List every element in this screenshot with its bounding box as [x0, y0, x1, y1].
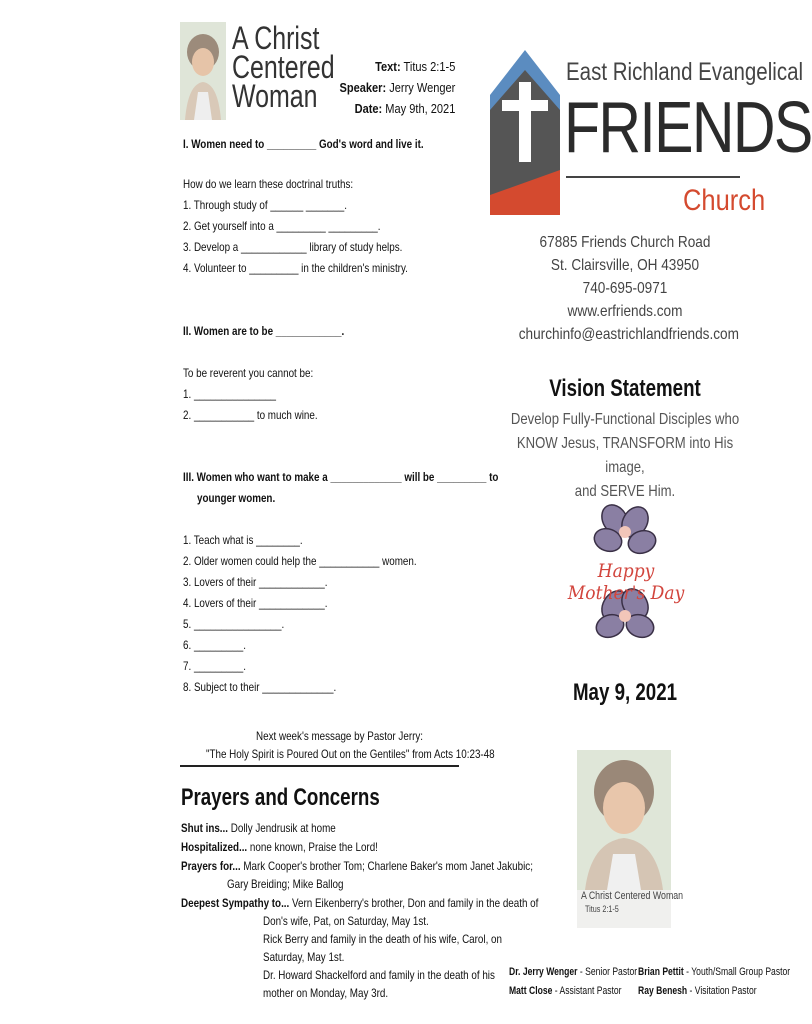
- section-3-heading: III. Women who want to make a _____________ will be _________ to: [183, 470, 499, 484]
- pastor-entry: [638, 981, 757, 1001]
- church-phone: 740-695-0971: [582, 280, 668, 297]
- church-name-church: Church: [683, 184, 766, 217]
- pastor-name: Matt Close: [509, 985, 553, 997]
- divider: [180, 765, 459, 767]
- sympathy-cont: mother on Monday, May 3rd.: [263, 986, 389, 1000]
- list-item: 1. _______________: [183, 387, 277, 401]
- sympathy-cont: Rick Berry and family in the death of his wife, Carol, on: [263, 932, 503, 946]
- shut-ins-line: [181, 818, 336, 839]
- cover-photo: [577, 750, 684, 928]
- list-item: 2. Get yourself into a _________ _________.: [183, 219, 381, 233]
- date-value: May 9th, 2021: [384, 101, 455, 116]
- church-city: St. Clairsville, OH 43950: [550, 257, 700, 274]
- woman-portrait-icon: [180, 22, 226, 120]
- church-logo-icon: [490, 50, 560, 220]
- vision-heading: Vision Statement: [549, 375, 701, 402]
- list-item: 7. _________.: [183, 659, 246, 673]
- section-2-intro: To be reverent you cannot be:: [183, 366, 314, 380]
- section-1-heading: I. Women need to _________ God's word and live it.: [183, 137, 424, 151]
- vision-text: [506, 408, 744, 504]
- pastor-role: - Assistant Pastor: [552, 985, 622, 997]
- church-email[interactable]: churchinfo@eastrichlandfriends.com: [518, 326, 739, 343]
- sympathy-label: Deepest Sympathy to...: [181, 896, 290, 910]
- sympathy-cont: Saturday, May 1st.: [263, 950, 345, 964]
- prayers-for-label: Prayers for...: [181, 859, 241, 873]
- pastor-entry: [509, 981, 622, 1001]
- prayers-for-cont: Gary Breiding; Mike Ballog: [227, 877, 344, 891]
- hospitalized-text: none known, Praise the Lord!: [247, 840, 378, 854]
- pastor-entry: [638, 962, 790, 982]
- prayers-heading: Prayers and Concerns: [181, 784, 380, 811]
- woman-portrait-icon: [577, 750, 671, 890]
- pastor-role: - Senior Pastor: [577, 966, 638, 978]
- section-3-heading-cont: younger women.: [197, 491, 276, 505]
- pastor-name: Brian Pettit: [638, 966, 684, 978]
- sermon-title: A Christ Centered Woman: [232, 20, 335, 114]
- next-week-line-1: Next week's message by Pastor Jerry:: [256, 729, 424, 743]
- pastor-role: - Visitation Pastor: [687, 985, 757, 997]
- vision-line: Develop Fully-Functional Disciples who: [510, 411, 740, 428]
- speaker-label: Speaker:: [339, 80, 386, 95]
- date-label: Date:: [354, 101, 382, 116]
- church-name-friends: FRIENDS: [564, 88, 812, 168]
- hospitalized-label: Hospitalized...: [181, 840, 248, 854]
- shut-ins-text: Dolly Jendrusik at home: [228, 821, 336, 835]
- vision-line: KNOW Jesus, TRANSFORM into His image,: [516, 435, 734, 476]
- pastor-name: Ray Benesh: [638, 985, 688, 997]
- list-item: 3. Lovers of their ____________.: [183, 575, 328, 589]
- speaker-value: Jerry Wenger: [388, 80, 455, 95]
- prayers-for-text: Mark Cooper's brother Tom; Charlene Baker's mom Janet Jakubic;: [240, 859, 533, 873]
- sermon-meta: [339, 56, 455, 119]
- list-item: 1. Through study of ______ _______.: [183, 198, 347, 212]
- church-address: 67885 Friends Church Road: [539, 234, 711, 251]
- list-item: 4. Volunteer to _________ in the children's ministry.: [183, 261, 408, 275]
- list-item: 2. Older women could help the ___________ women.: [183, 554, 417, 568]
- list-item: 2. ___________ to much wine.: [183, 408, 318, 422]
- sermon-photo: [180, 22, 226, 120]
- list-item: 5. ________________.: [183, 617, 285, 631]
- pastor-name: Dr. Jerry Wenger: [509, 966, 578, 978]
- section-2-heading: II. Women are to be ____________.: [183, 324, 345, 338]
- church-website[interactable]: www.erfriends.com: [567, 303, 683, 320]
- text-value: Titus 2:1-5: [403, 59, 455, 74]
- sympathy-text: Vern Eikenberry's brother, Don and family in the death of: [289, 896, 539, 910]
- cover-date: May 9, 2021: [572, 679, 678, 706]
- list-item: 3. Develop a ____________ library of study helps.: [183, 240, 403, 254]
- list-item: 1. Teach what is ________.: [183, 533, 303, 547]
- pastor-entry: [509, 962, 637, 982]
- pastor-role: - Youth/Small Group Pastor: [683, 966, 791, 978]
- sympathy-cont: Dr. Howard Shackelford and family in the death of his: [263, 968, 495, 982]
- hospitalized-line: [181, 837, 378, 858]
- sympathy-cont: Don's wife, Pat, on Saturday, May 1st.: [263, 914, 429, 928]
- list-item: 8. Subject to their _____________.: [183, 680, 337, 694]
- church-name-top: East Richland Evangelical: [566, 58, 804, 86]
- vision-line: and SERVE Him.: [574, 483, 676, 500]
- shut-ins-label: Shut ins...: [181, 821, 229, 835]
- church-contact: [518, 231, 739, 346]
- cover-photo-sub: Titus 2:1-5: [585, 904, 619, 914]
- cover-photo-caption: A Christ Centered Woman: [581, 890, 684, 902]
- list-item: 6. _________.: [183, 638, 246, 652]
- logo-rule: [566, 176, 740, 178]
- mothers-day-text: Happy Mother's Day: [567, 560, 685, 604]
- text-label: Text:: [374, 59, 401, 74]
- list-item: 4. Lovers of their ____________.: [183, 596, 328, 610]
- section-1-intro: How do we learn these doctrinal truths:: [183, 177, 354, 191]
- next-week-line-2: "The Holy Spirit is Poured Out on the Gentiles" from Acts 10:23-48: [206, 747, 495, 761]
